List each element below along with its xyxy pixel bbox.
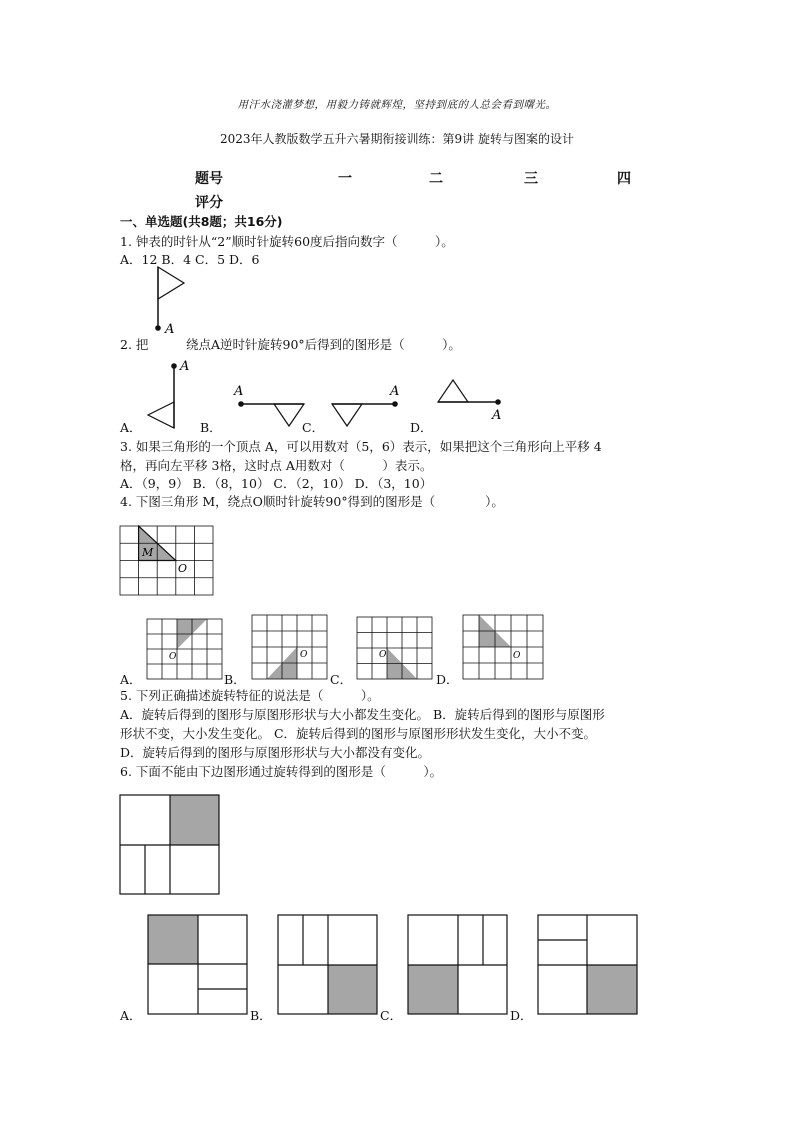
q3-line2: 格，再向左平移 3格，这时点 A用数对（ ）表示。 xyxy=(120,458,433,473)
score-header-4: 四 xyxy=(617,171,631,187)
q2-option-a-figure xyxy=(140,358,200,433)
q2-stem-prefix: 2. 把 xyxy=(120,337,149,352)
q4-option-b-label: B． xyxy=(224,672,246,687)
svg-text:A: A xyxy=(492,408,502,423)
q3-options: A．（9，9） B．（8，10） C．（2，10） D．（3，10） xyxy=(120,476,433,491)
score-table-header-row xyxy=(195,168,645,192)
svg-text:O: O xyxy=(169,652,177,662)
q6-option-a-label: A． xyxy=(120,1008,142,1023)
q4-m-label: M xyxy=(142,546,154,559)
q6-option-b-label: B． xyxy=(250,1008,272,1023)
svg-text:A: A xyxy=(390,384,400,399)
section-heading: 一、单选题(共8题；共16分) xyxy=(120,214,283,229)
q4-stem: 4. 下图三角形 M，绕点O顺时针旋转90°得到的图形是（ ）。 xyxy=(120,494,504,509)
q6-option-b-figure xyxy=(278,915,380,1016)
q5-line1: A．旋转后得到的图形与原图形形状与大小都发生变化。 B．旋转后得到的图形与原图形 xyxy=(120,707,605,722)
q1-options: A．12 B．4 C．5 D．6 xyxy=(120,252,260,267)
score-table xyxy=(195,168,645,216)
svg-text:A: A xyxy=(180,359,190,374)
score-header-2: 二 xyxy=(429,171,443,187)
svg-text:O: O xyxy=(379,650,387,660)
q2-option-c-label: C． xyxy=(302,420,325,435)
q6-option-c-figure xyxy=(408,915,510,1016)
q4-option-d-grid xyxy=(463,615,545,681)
q2-flag-figure xyxy=(150,263,190,335)
q4-option-d-label: D． xyxy=(436,672,459,687)
q5-line2: 形状不变，大小发生变化。 C．旋转后得到的图形与原图形形状发生变化，大小不变。 xyxy=(120,726,597,741)
motto: 用汗水浇灌梦想，用毅力铸就辉煌，坚持到底的人总会看到曙光。 xyxy=(237,99,557,111)
svg-text:A: A xyxy=(234,384,244,399)
q2-stem-suffix: 绕点A逆时针旋转90°后得到的图形是（ ）。 xyxy=(186,337,461,352)
q6-option-a-figure xyxy=(148,915,250,1016)
q6-option-d-figure xyxy=(538,915,640,1016)
q1-stem: 1. 钟表的时针从“2”顺时针旋转60度后指向数字（ ）。 xyxy=(120,234,454,249)
q4-original-grid xyxy=(120,526,215,596)
score-header-label: 题号 xyxy=(195,171,223,187)
q5-line3: D．旋转后得到的图形与原图形形状与大小都没有变化。 xyxy=(120,745,431,760)
svg-text:O: O xyxy=(513,651,521,661)
q2-option-d-label: D． xyxy=(410,420,433,435)
svg-text:O: O xyxy=(300,650,308,660)
q6-original-figure xyxy=(120,795,222,896)
q4-option-c-grid xyxy=(357,617,435,681)
q2-option-d-figure xyxy=(436,372,516,424)
document-title: 2023年人教版数学五升六暑期衔接训练：第9讲 旋转与图案的设计 xyxy=(220,132,574,146)
q6-option-c-label: C． xyxy=(380,1008,403,1023)
q4-o-label: O xyxy=(178,562,188,575)
q5-stem: 5. 下列正确描述旋转特征的说法是（ ）。 xyxy=(120,688,380,703)
q2-option-b-figure xyxy=(232,380,312,430)
q4-option-c-label: C． xyxy=(330,672,353,687)
q2-option-c-figure xyxy=(328,380,408,430)
q4-option-a-grid xyxy=(147,619,225,681)
score-row-label: 评分 xyxy=(195,195,223,211)
q2-option-b-label: B． xyxy=(200,420,222,435)
q4-option-b-grid xyxy=(252,615,330,681)
q6-option-d-label: D． xyxy=(510,1008,533,1023)
score-header-3: 三 xyxy=(524,171,538,187)
q3-line1: 3. 如果三角形的一个顶点 A，可以用数对（5，6）表示，如果把这个三角形向上平移 4 xyxy=(120,439,602,454)
q4-option-a-label: A． xyxy=(120,672,142,687)
q6-stem: 6. 下面不能由下边图形通过旋转得到的图形是（ ）。 xyxy=(120,764,443,779)
score-header-1: 一 xyxy=(338,171,352,187)
q2-option-a-label: A． xyxy=(120,420,142,435)
q2-point-label: A xyxy=(165,322,175,337)
